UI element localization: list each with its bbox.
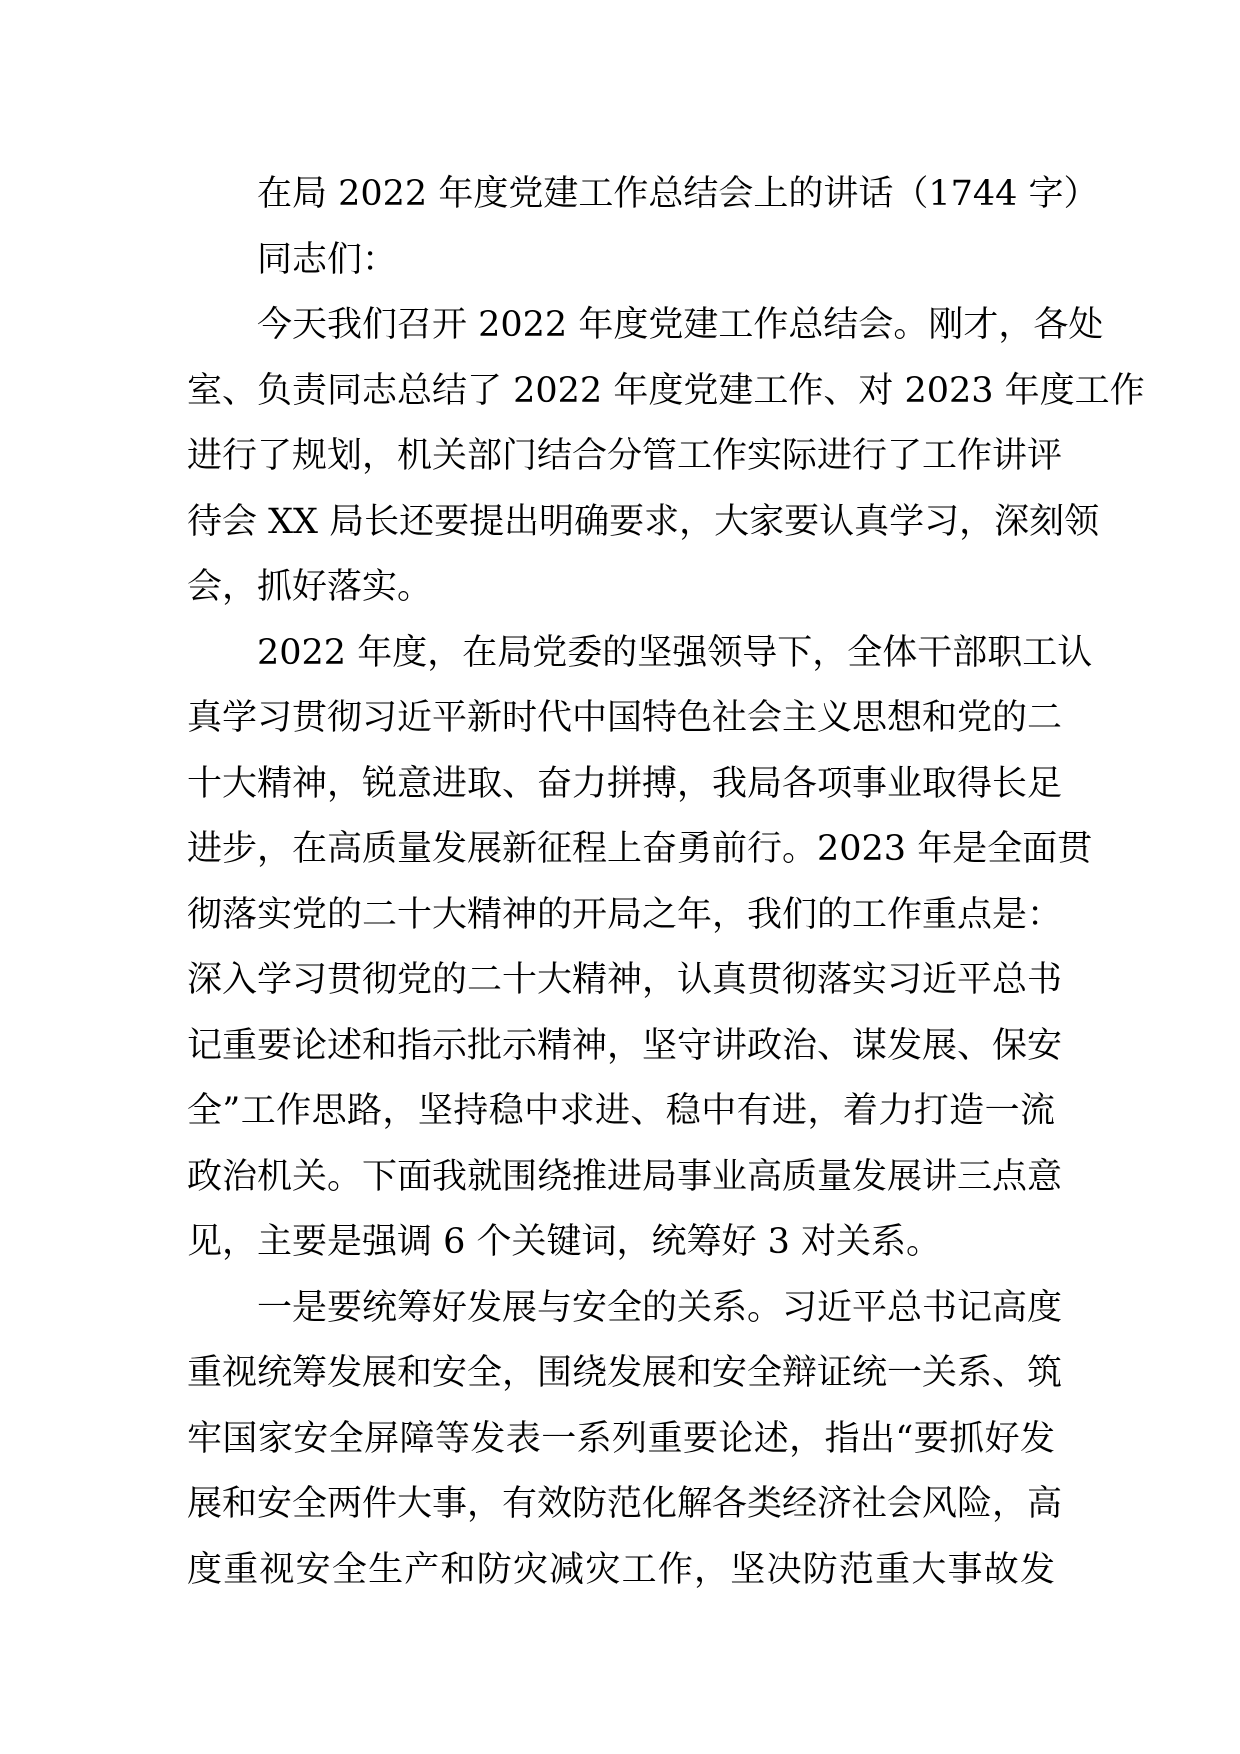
paragraph-line: 展和安全两件大事，有效防范化解各类经济社会风险，高 <box>187 1484 1063 1524</box>
paragraph-line: 真学习贯彻习近平新时代中国特色社会主义思想和党的二 <box>187 698 1063 738</box>
paragraph-3 <box>187 1276 1063 1604</box>
paragraph-line: 待会 XX 局长还要提出明确要求，大家要认真学习，深刻领 <box>187 501 1100 542</box>
paragraph-line: 今天我们召开 2022 年度党建工作总结会。刚才，各处 <box>257 305 1104 345</box>
paragraph-line: 全”工作思路，坚持稳中求进、稳中有进，着力打造一流 <box>187 1091 1055 1131</box>
paragraph-line: 室、负责同志总结了 2022 年度党建工作、对 2023 年度工作 <box>187 370 1145 411</box>
paragraph-line: 见，主要是强调 6 个关键词，统筹好 3 对关系。 <box>187 1222 942 1262</box>
paragraph-1 <box>187 293 1145 621</box>
paragraph-line: 深入学习贯彻党的二十大精神，认真贯彻落实习近平总书 <box>187 960 1063 1000</box>
paragraph-line: 牢国家安全屏障等发表一系列重要论述，指出“要抓好发 <box>187 1418 1055 1459</box>
paragraph-line: 政治机关。下面我就围绕推进局事业高质量发展讲三点意 <box>187 1156 1063 1197</box>
document-page <box>187 162 1145 1603</box>
salutation: 同志们： <box>257 239 398 280</box>
paragraph-line: 彻落实党的二十大精神的开局之年，我们的工作重点是： <box>187 894 1063 935</box>
paragraph-line: 十大精神，锐意进取、奋力拼搏，我局各项事业取得长足 <box>187 763 1063 804</box>
paragraph-line: 一是要统筹好发展与安全的关系。习近平总书记高度 <box>257 1287 1063 1328</box>
paragraph-line: 进步，在高质量发展新征程上奋勇前行。2023 年是全面贯 <box>187 829 1093 869</box>
paragraph-line: 重视统筹发展和安全，围绕发展和安全辩证统一关系、筑 <box>187 1353 1063 1393</box>
paragraph-line: 度重视安全生产和防灾减灾工作，坚决防范重大事故发 <box>187 1549 1055 1590</box>
paragraph-line: 2022 年度，在局党委的坚强领导下，全体干部职工认 <box>257 632 1093 673</box>
paragraph-line: 记重要论述和指示批示精神，坚守讲政治、谋发展、保安 <box>187 1025 1063 1066</box>
paragraph-line: 会，抓好落实。 <box>187 567 433 607</box>
paragraph-line: 进行了规划，机关部门结合分管工作实际进行了工作讲评 <box>187 436 1063 476</box>
paragraph-2 <box>187 621 1093 1276</box>
speech-title: 在局 2022 年度党建工作总结会上的讲话（1744 字） <box>257 174 1099 214</box>
